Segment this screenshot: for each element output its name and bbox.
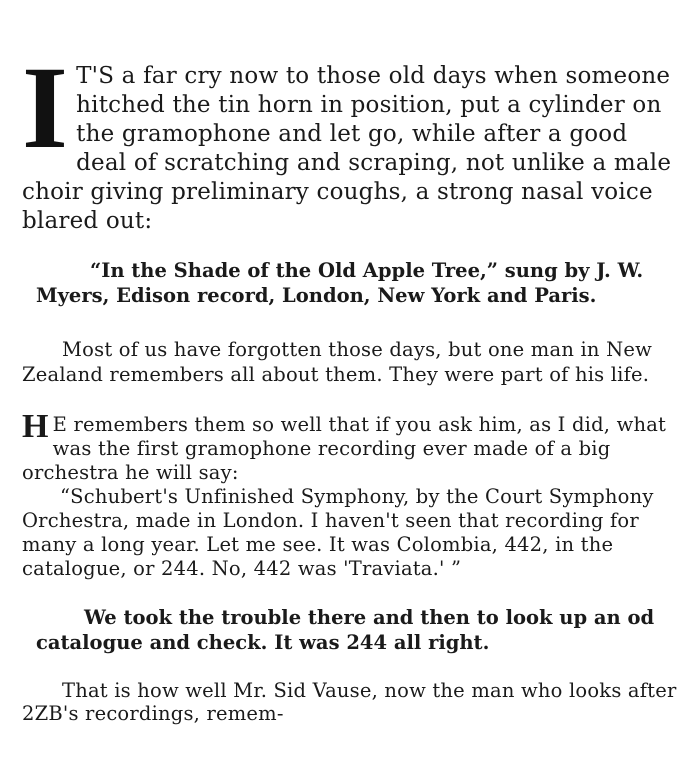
closing-paragraph: That is how well Mr. Sid Vause, now the man who looks after 2ZB's recordings, remem- xyxy=(22,679,677,725)
remembers-paragraph-text: E remembers them so well that if you ask him, as I did, what was the first gramophone recording ever made of a big orchestra he will say: xyxy=(22,413,667,484)
schubert-quote: “Schubert's Unfinished Symphony, by the Court Symphony Orchestra, made in London. I haven't seen that recording for many a long year. Let me see. It was Colombia, 442, in the catalogue, or 244. No, 442 was 'Traviata.' ” xyxy=(22,485,654,580)
song-title-quote: “In the Shade of the Old Apple Tree,” sung by J. W. Myers, Edison record, London, New York and Paris. xyxy=(36,259,644,307)
forgotten-days-paragraph: Most of us have forgotten those days, but one man in New Zealand remembers all about them. They were part of his life. xyxy=(22,338,652,386)
article-body xyxy=(22,42,680,725)
opening-paragraph xyxy=(22,42,680,236)
catalogue-check-paragraph: We took the trouble there and then to look up an od catalogue and check. It was 244 all right. xyxy=(36,606,655,654)
opening-paragraph-text: T'S a far cry now to those old days when someone hitched the tin horn in position, put a cylinder on the gramophone and let go, while after a good deal of scratching and scraping, not unlike a male choir giving preliminary coughs, a strong nasal voice blared out: xyxy=(22,63,672,234)
remembers-paragraph xyxy=(22,408,680,581)
drop-cap-letter: I xyxy=(22,42,69,173)
section-initial-letter: H xyxy=(22,408,49,445)
